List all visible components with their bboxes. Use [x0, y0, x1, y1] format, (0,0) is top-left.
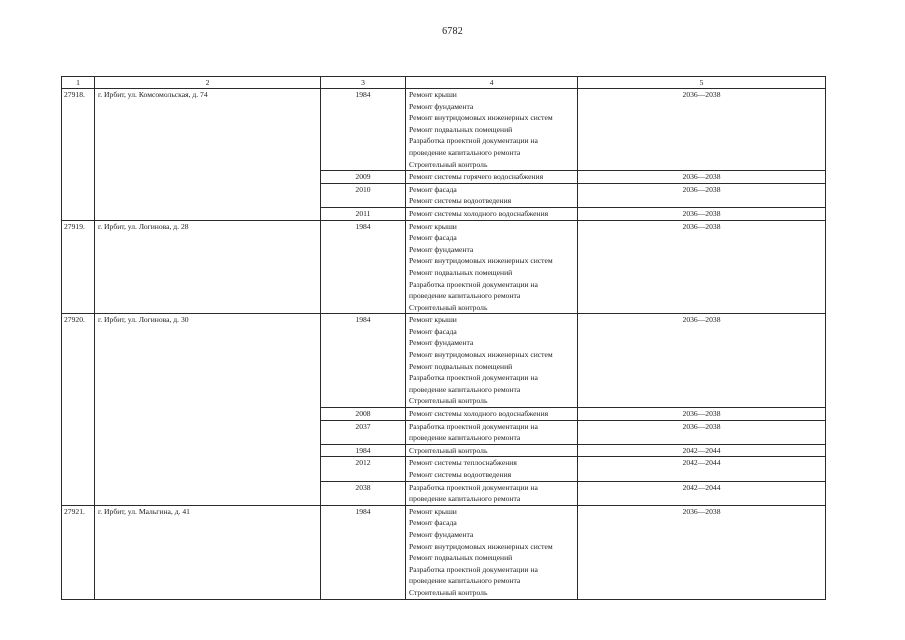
- year-cell: 2012: [321, 457, 406, 481]
- work-item: Ремонт крыши: [409, 506, 457, 516]
- works-cell: [406, 207, 578, 220]
- table-row: [62, 505, 826, 599]
- work-item: Ремонт внутридомовых инженерных систем: [409, 113, 553, 123]
- year-cell: 2038: [321, 481, 406, 505]
- term-cell: 2036—2038: [578, 408, 826, 421]
- work-item: Ремонт фасада: [409, 233, 457, 243]
- work-item: Ремонт системы теплоснабжения: [409, 458, 517, 468]
- header-col-4: 4: [406, 77, 578, 89]
- work-item: Ремонт внутридомовых инженерных систем: [409, 256, 553, 266]
- term-cell: 2036—2038: [578, 171, 826, 184]
- work-item: Строительный контроль: [409, 587, 488, 597]
- table-row: [62, 220, 826, 314]
- work-item: Ремонт крыши: [409, 90, 457, 99]
- work-item: Ремонт системы горячего водоснабжения: [409, 172, 544, 182]
- header-col-2: 2: [95, 77, 321, 89]
- building-number: 27920.: [62, 314, 95, 506]
- work-item: Разработка проектной документации на: [409, 279, 538, 289]
- work-item: Ремонт фундамента: [409, 338, 474, 348]
- work-item: Ремонт системы водоотведения: [409, 470, 512, 479]
- term-cell: 2036—2038: [578, 89, 826, 171]
- works-cell: [406, 408, 578, 421]
- work-item: Ремонт системы холодного водоснабжения: [409, 208, 549, 218]
- building-address: г. Ирбит, ул. Логинова, д. 30: [95, 314, 321, 506]
- works-cell: [406, 481, 578, 505]
- year-cell: 1984: [321, 220, 406, 314]
- table-row: [62, 314, 826, 408]
- works-cell: [406, 505, 578, 599]
- table-row: [62, 89, 826, 171]
- work-item: Ремонт подвальных помещений: [409, 553, 513, 563]
- work-item: Строительный контроль: [409, 159, 488, 169]
- work-item: Разработка проектной документации на: [409, 373, 538, 383]
- table-container: [61, 76, 825, 597]
- works-cell: [406, 171, 578, 184]
- building-address: г. Ирбит, ул. Мальгина, д. 41: [95, 505, 321, 599]
- work-item: Ремонт фундамента: [409, 529, 474, 539]
- works-cell: [406, 314, 578, 408]
- year-cell: 2011: [321, 207, 406, 220]
- work-item: проведение капитального ремонта: [409, 576, 521, 586]
- year-cell: 2008: [321, 408, 406, 421]
- work-item: Разработка проектной документации на: [409, 564, 538, 574]
- work-item: Ремонт внутридомовых инженерных систем: [409, 350, 553, 360]
- year-cell: 2009: [321, 171, 406, 184]
- work-item: Строительный контроль: [409, 396, 488, 406]
- work-item: Строительный контроль: [409, 445, 488, 455]
- work-item: Разработка проектной документации на: [409, 136, 538, 146]
- term-cell: 2036—2038: [578, 183, 826, 207]
- header-col-5: 5: [578, 77, 826, 89]
- year-cell: 2010: [321, 183, 406, 207]
- works-cell: [406, 420, 578, 444]
- year-cell: 1984: [321, 444, 406, 457]
- work-item: проведение капитального ремонта: [409, 494, 521, 504]
- term-cell: 2036—2038: [578, 314, 826, 408]
- work-item: Ремонт фасада: [409, 518, 457, 528]
- year-cell: 2037: [321, 420, 406, 444]
- work-item: проведение капитального ремонта: [409, 384, 521, 394]
- header-col-3: 3: [321, 77, 406, 89]
- term-cell: 2036—2038: [578, 220, 826, 314]
- term-cell: 2042—2044: [578, 457, 826, 481]
- header-col-1: 1: [62, 77, 95, 89]
- work-item: Ремонт фундамента: [409, 244, 474, 254]
- term-cell: 2036—2038: [578, 505, 826, 599]
- work-item: Ремонт системы водоотведения: [409, 196, 512, 206]
- work-item: Ремонт подвальных помещений: [409, 124, 513, 134]
- works-cell: [406, 89, 578, 171]
- work-item: проведение капитального ремонта: [409, 147, 521, 157]
- table-body: [62, 89, 826, 600]
- work-item: Ремонт системы холодного водоснабжения: [409, 409, 549, 419]
- building-number: 27919.: [62, 220, 95, 314]
- work-item: Ремонт подвальных помещений: [409, 361, 513, 371]
- year-cell: 1984: [321, 89, 406, 171]
- work-item: проведение капитального ремонта: [409, 433, 521, 443]
- term-cell: 2042—2044: [578, 444, 826, 457]
- term-cell: 2042—2044: [578, 481, 826, 505]
- work-item: Ремонт фундамента: [409, 101, 474, 111]
- building-address: г. Ирбит, ул. Логинова, д. 28: [95, 220, 321, 314]
- works-cell: [406, 457, 578, 481]
- header-row: [62, 77, 826, 89]
- building-address: г. Ирбит, ул. Комсомольская, д. 74: [95, 89, 321, 221]
- work-item: Строительный контроль: [409, 302, 488, 312]
- building-number: 27921.: [62, 505, 95, 599]
- page-number: 6782: [442, 26, 463, 37]
- term-cell: 2036—2038: [578, 207, 826, 220]
- work-item: Ремонт внутридомовых инженерных систем: [409, 541, 553, 551]
- work-item: Разработка проектной документации на: [409, 482, 538, 492]
- works-cell: [406, 183, 578, 207]
- works-cell: [406, 220, 578, 314]
- work-item: Разработка проектной документации на: [409, 421, 538, 431]
- work-item: Ремонт фасада: [409, 184, 457, 194]
- work-item: Ремонт фасада: [409, 326, 457, 336]
- work-item: Ремонт крыши: [409, 315, 457, 325]
- work-item: Ремонт подвальных помещений: [409, 267, 513, 277]
- work-item: Ремонт крыши: [409, 221, 457, 231]
- term-cell: 2036—2038: [578, 420, 826, 444]
- building-number: 27918.: [62, 89, 95, 221]
- repair-schedule-table: [61, 76, 826, 600]
- year-cell: 1984: [321, 505, 406, 599]
- year-cell: 1984: [321, 314, 406, 408]
- works-cell: [406, 444, 578, 457]
- work-item: проведение капитального ремонта: [409, 291, 521, 301]
